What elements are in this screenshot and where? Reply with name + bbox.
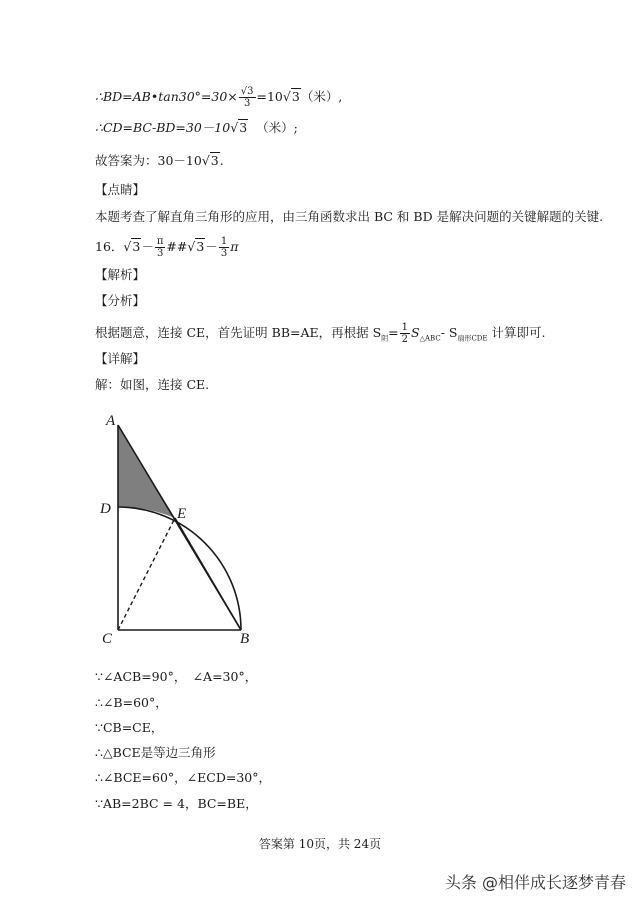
heading-fenxi: 【分析】 bbox=[95, 293, 146, 308]
heading-jiexi: 【解析】 bbox=[95, 267, 146, 282]
watermark: 头条 @相伴成长逐梦青春 bbox=[444, 873, 626, 892]
bd-calculation-line: ∴BD=AB•tan30°=30× $\frac{√3}{3}$ =10√3（米）, bbox=[95, 86, 343, 109]
fenxi-text: 根据题意，连接 CE，首先证明 BB=AE，再根据 $S_阴=$ $\frac{1}{2}$ $S_{\triangle ABC}-$ $S_{扇形CDE}$ 计算即可. bbox=[95, 322, 546, 345]
xiangjie-intro: 解：如图，连接 CE. bbox=[95, 377, 210, 392]
question-16-answer: 16．√3－ $\frac{\pi}{3}$ ##√3－ $\frac{1}{3}$ π bbox=[95, 236, 239, 259]
bd-prefix: ∴BD=AB•tan30°=30× bbox=[95, 89, 238, 104]
label-c: C bbox=[102, 631, 113, 647]
geometry-figure bbox=[95, 405, 265, 650]
step-4: ∴△BCE是等边三角形 bbox=[95, 745, 216, 760]
line-eb bbox=[175, 518, 241, 630]
label-d: D bbox=[100, 501, 111, 517]
step-3: ∵CB=CE， bbox=[95, 720, 164, 735]
step-2: ∴∠B=60°， bbox=[95, 695, 168, 710]
cd-calculation-line: ∴CD=BC-BD=30－10√3 （米）; bbox=[95, 120, 298, 135]
answer-line: 故答案为：30－10√3. bbox=[95, 153, 224, 168]
page-footer: 答案第 10页，共 24页 bbox=[258, 837, 382, 851]
step-1: ∵∠ACB=90°， ∠A=30°， bbox=[95, 669, 258, 684]
sqrt3-over-3-fraction: $\frac{√3}{3}$ bbox=[240, 86, 254, 109]
label-e: E bbox=[177, 506, 187, 522]
heading-xiangjie: 【详解】 bbox=[95, 351, 146, 366]
label-b: B bbox=[240, 631, 250, 647]
heading-dianjing: 【点睛】 bbox=[95, 182, 146, 197]
label-a: A bbox=[106, 413, 116, 429]
dianjing-text: 本题考查了解直角三角形的应用，由三角函数求出 BC 和 BD 是解决问题的关键解题的关键. bbox=[95, 209, 604, 224]
dashed-line-ce bbox=[118, 518, 175, 630]
step-6: ∵AB=2BC = 4，BC=BE， bbox=[95, 796, 258, 811]
step-5: ∴∠BCE=60°，∠ECD=30°， bbox=[95, 770, 271, 785]
